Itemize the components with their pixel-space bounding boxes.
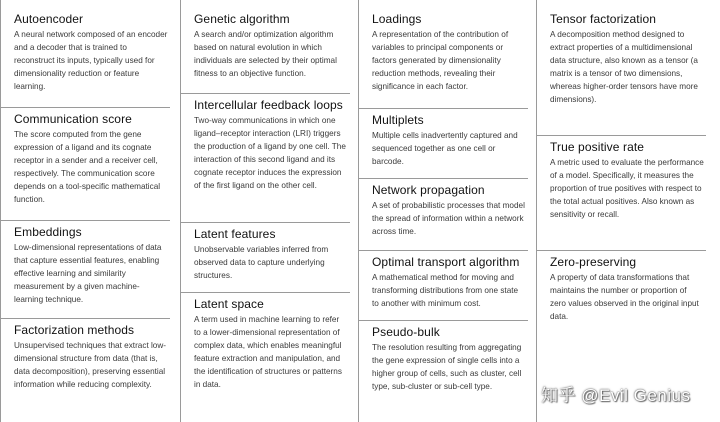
glossary-entry-network-propagation (358, 178, 528, 239)
glossary-definition: The resolution resulting from aggregating the gene expression of single cells into a higher group of cells, such as cluster, cell type, sub-cluster or sub-cell type. (372, 343, 522, 391)
glossary-definition: A search and/or optimization algorithm based on natural evolution in which individuals are selected by their optimal fitness to an objective function. (194, 30, 337, 78)
glossary-definition: A decomposition method designed to extract properties of a multidimensional data structure, also known as a tensor (a matrix is a tensor of two dimensions, whereas higher-order tensors have more dimensions). (550, 30, 698, 104)
glossary-entry-loadings (358, 8, 528, 94)
glossary-entry-latent-space (180, 292, 350, 391)
glossary-term: Embeddings (14, 225, 82, 239)
glossary-entry-intercellular-feedback-loops (180, 93, 350, 192)
glossary-entry-true-positive-rate (536, 135, 706, 222)
glossary-definition: A mathematical method for moving and transforming distributions from one state to another with minimum cost. (372, 273, 519, 308)
glossary-column-1 (0, 0, 170, 422)
glossary-column-4 (536, 0, 706, 422)
glossary-entry-zero-preserving (536, 250, 706, 324)
glossary-entry-embeddings (0, 220, 170, 307)
watermark: 知乎 @Evil Genius (541, 386, 691, 405)
glossary-term: Latent space (194, 297, 264, 311)
glossary-term: True positive rate (550, 140, 645, 154)
glossary-term: Zero-preserving (550, 255, 637, 269)
glossary-definition: Unsupervised techniques that extract low-dimensional structure from data (that is, data decomposition), preserving essential information while reducing complexity. (14, 341, 167, 389)
glossary-entry-factorization-methods (0, 318, 170, 392)
glossary-term: Tensor factorization (550, 12, 657, 26)
glossary-entry-multiplets (358, 108, 528, 169)
glossary-definition: A set of probabilistic processes that model the spread of information within a network across time. (372, 201, 525, 236)
glossary-definition: Two-way communications in which one ligand–receptor interaction (LRI) triggers the production of a ligand by one cell. The interaction of this second ligand and its cognate receptor induces the expression of the first ligand on the other cell. (194, 116, 346, 190)
glossary-entry-optimal-transport-algorithm (358, 250, 528, 311)
glossary-entry-tensor-factorization (536, 8, 706, 106)
glossary-term: Network propagation (372, 183, 485, 197)
glossary-entry-pseudo-bulk (358, 320, 528, 394)
glossary-term: Loadings (372, 12, 422, 26)
glossary-definition: Low-dimensional representations of data that capture essential features, enabling effective learning and similarity measurement by a given machine-learning technique. (14, 243, 162, 304)
glossary-entry-genetic-algorithm (180, 8, 350, 81)
glossary-definition: Multiple cells inadvertently captured and sequenced together as one cell or barcode. (372, 131, 518, 166)
glossary-definition: A representation of the contribution of variables to principal components or factors generated by dimensionality reduction methods, revealing their significance in each factor. (372, 30, 509, 91)
glossary-term: Pseudo-bulk (372, 325, 440, 339)
glossary-entry-autoencoder (0, 8, 170, 94)
glossary-term: Optimal transport algorithm (372, 255, 520, 269)
glossary-column-2 (180, 0, 350, 422)
glossary-definition: A property of data transformations that maintains the number or proportion of zero values observed in the original input data. (550, 273, 699, 321)
glossary-definition: Unobservable variables inferred from observed data to capture underlying structures. (194, 245, 329, 280)
glossary-column-3 (358, 0, 528, 422)
glossary-entry-latent-features (180, 222, 350, 283)
glossary-term: Intercellular feedback loops (194, 98, 343, 112)
glossary-definition: A metric used to evaluate the performance of a model. Specifically, it measures the proportion of true positives with respect to the total actual positives. Also known as sensitivity or recall. (550, 158, 704, 219)
glossary-term: Latent features (194, 227, 276, 241)
glossary-term: Factorization methods (14, 323, 135, 337)
glossary-entry-communication-score (0, 107, 170, 206)
glossary-definition: A term used in machine learning to refer to a lower-dimensional representation of complex data, which enables meaningful feature extraction and manipulation, and the identification of structures or patterns in data. (194, 315, 342, 389)
glossary-definition: The score computed from the gene expression of a ligand and its cognate receptor in a sender and a receiver cell, respectively. The communication score depends on a tool-specific mathematical function. (14, 130, 161, 204)
glossary-definition: A neural network composed of an encoder and a decoder that is trained to reconstruct its inputs, typically used for dimensionality reduction or feature learning. (14, 30, 168, 91)
glossary-term: Autoencoder (14, 12, 84, 26)
glossary-term: Multiplets (372, 113, 424, 127)
glossary-term: Communication score (14, 112, 132, 126)
glossary-term: Genetic algorithm (194, 12, 290, 26)
